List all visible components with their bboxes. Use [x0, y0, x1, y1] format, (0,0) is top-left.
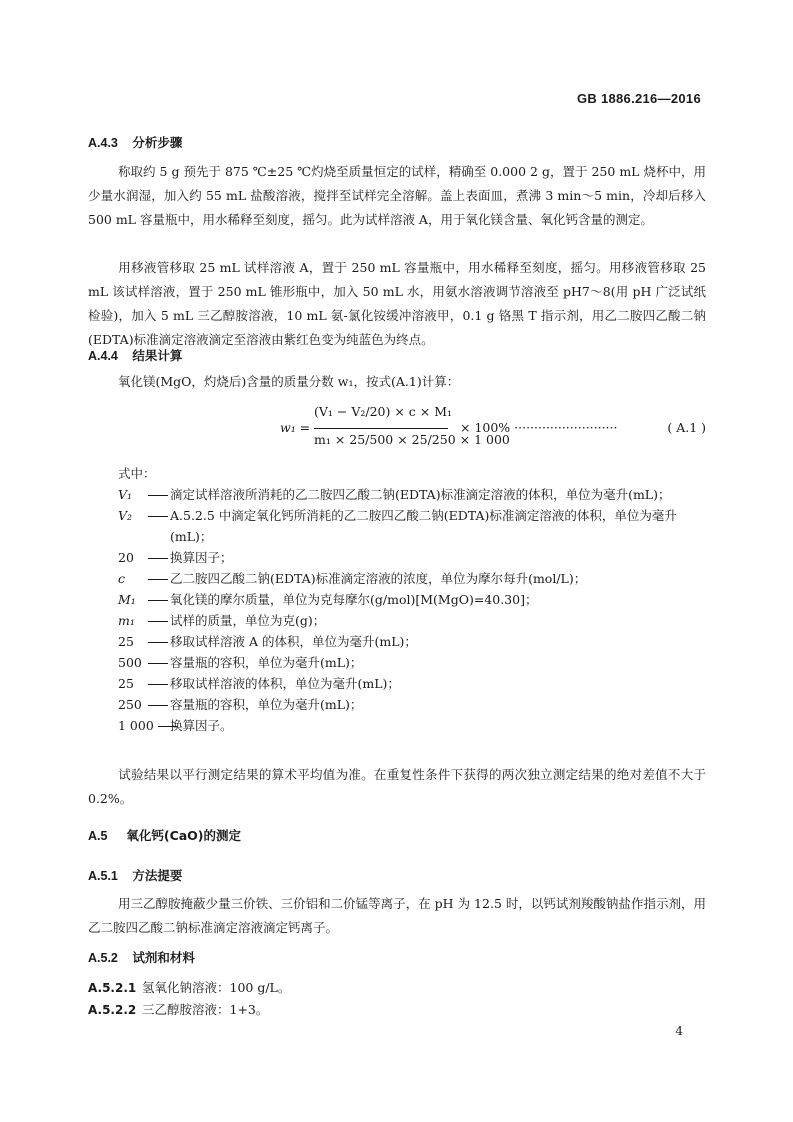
reagent-item: [88, 976, 706, 1000]
section-number: A.4.3: [88, 136, 118, 150]
section-title: 氧化钙(CaO)的测定: [126, 828, 242, 843]
definition-symbol: 1 000: [118, 718, 154, 733]
item-text: 三乙醇胺溶液：1+3。: [142, 1002, 269, 1017]
definition-row: [118, 589, 708, 610]
section-heading-a5: [88, 826, 241, 844]
section-heading-a51: [88, 866, 182, 884]
item-number: A.5.2.1: [88, 981, 137, 995]
definition-text: 滴定试样溶液所消耗的乙二胺四乙酸二钠(EDTA)标准滴定溶液的体积，单位为毫升(mL)；: [170, 487, 671, 502]
definition-text: 试样的质量，单位为克(g)；: [170, 613, 326, 628]
definition-symbol: 25: [118, 634, 134, 649]
definition-row: [118, 694, 708, 715]
em-dash: [148, 610, 170, 631]
definition-symbol: V₂: [118, 508, 133, 523]
formula-a1: [280, 398, 706, 460]
definition-symbol: 500: [118, 655, 142, 670]
section-title: 结果计算: [132, 348, 183, 363]
definition-symbol: V₁: [118, 487, 133, 502]
standard-number: GB 1886.216—2016: [576, 91, 701, 106]
formula-label: ( A.1 ): [667, 420, 706, 435]
definition-row: [118, 652, 708, 673]
em-dash: [148, 547, 170, 568]
definition-text: 氧化镁的摩尔质量，单位为克每摩尔(g/mol)[M(MgO)=40.30]；: [170, 592, 538, 607]
definition-text: 容量瓶的容积，单位为毫升(mL)；: [170, 655, 363, 670]
definition-row: [118, 547, 708, 568]
formula-numerator: (V₁ − V₂/20) × c × M₁: [314, 404, 453, 419]
definition-text: 移取试样溶液 A 的体积，单位为毫升(mL)；: [170, 634, 417, 649]
definition-text: 乙二胺四乙酸二钠(EDTA)标准滴定溶液的浓度，单位为摩尔每升(mol/L)；: [170, 571, 587, 586]
definition-text: 换算因子。: [170, 718, 233, 733]
formula-denominator: m₁ × 25/500 × 25/250 × 1 000: [314, 432, 510, 447]
section-number: A.5.2: [88, 951, 118, 965]
paragraph-formula-intro: [88, 370, 706, 394]
em-dash: [148, 568, 170, 589]
definition-row: [118, 505, 708, 547]
definition-row: [118, 715, 708, 736]
section-heading-a43: [88, 133, 182, 151]
section-number: A.4.4: [88, 349, 118, 363]
item-number: A.5.2.2: [88, 1003, 137, 1017]
em-dash: [148, 694, 170, 715]
definition-symbol: c: [118, 571, 126, 586]
section-title: 分析步骤: [132, 135, 183, 150]
definition-row: [118, 610, 708, 631]
where-label: 式中：: [118, 466, 156, 481]
fraction-bar: [314, 428, 448, 429]
em-dash: [148, 652, 170, 673]
section-number: A.5: [88, 829, 108, 843]
section-title: 试剂和材料: [132, 950, 195, 965]
definition-text: 移取试样溶液的体积，单位为毫升(mL)；: [170, 676, 400, 691]
paragraph-text: 称取约 5 g 预先于 875 ℃±25 ℃灼烧至质量恒定的试样，精确至 0.000 2 g，置于 250 mL 烧杯中，用少量水润湿，加入约 55 mL 盐酸溶液，搅拌至试样完全溶解。盖上表面皿，煮沸 3 min～5 min，冷却后移入 500 mL 容量瓶中，用水稀释至刻度，摇匀。此为试样溶液 A，用于氧化镁含量、氧化钙含量的测定。: [88, 164, 706, 227]
definition-text: 换算因子；: [170, 550, 233, 565]
section-heading-a52: [88, 948, 195, 966]
definition-symbol: 25: [118, 676, 134, 691]
em-dash: [148, 505, 170, 547]
em-dash: [148, 484, 170, 505]
paragraph-sample-prep: [88, 160, 706, 232]
formula-multiplier: × 100% ··························: [460, 420, 618, 435]
definition-text: 容量瓶的容积，单位为毫升(mL)；: [170, 697, 363, 712]
reagent-item: [88, 998, 706, 1022]
section-heading-a44: [88, 346, 182, 364]
definition-symbol: m₁: [118, 613, 135, 628]
symbol-definitions: [118, 484, 708, 736]
definition-symbol: M₁: [118, 592, 136, 607]
paragraph-text: 用移液管移取 25 mL 试样溶液 A，置于 250 mL 容量瓶中，用水稀释至刻度，摇匀。用移液管移取 25 mL 该试样溶液，置于 250 mL 锥形瓶中，加入 50 mL 水，用氨水溶液调节溶液至 pH7～8(用 pH 广泛试纸检验)，加入 5 mL 三乙醇胺溶液，10 mL 氨-氯化铵缓冲溶液甲，0.1 g 铬黑 T 指示剂，用乙二胺四乙酸二钠(EDTA)标准滴定溶液滴定至溶液由紫红色变为纯蓝色为终点。: [88, 260, 706, 347]
paragraph-text: 氧化镁(MgO，灼烧后)含量的质量分数 w₁，按式(A.1)计算：: [118, 374, 460, 389]
definition-symbol: 250: [118, 697, 142, 712]
page-number: 4: [675, 1024, 683, 1038]
formula-lhs: w₁ =: [280, 420, 311, 435]
paragraph-method-summary: [88, 892, 706, 940]
em-dash: [158, 715, 170, 736]
paragraph-text: 用三乙醇胺掩蔽少量三价铁、三价铝和二价锰等离子，在 pH 为 12.5 时，以钙试剂羧酸钠盐作指示剂，用乙二胺四乙酸二钠标准滴定溶液滴定钙离子。: [88, 896, 706, 935]
em-dash: [148, 673, 170, 694]
paragraph-result-precision: [88, 763, 706, 811]
definition-row: [118, 484, 708, 505]
item-text: 氢氧化钠溶液：100 g/L。: [142, 980, 291, 995]
paragraph-titration: [88, 256, 706, 352]
em-dash: [148, 589, 170, 610]
definition-symbol: 20: [118, 550, 134, 565]
section-title: 方法提要: [132, 868, 183, 883]
definition-text: A.5.2.5 中滴定氧化钙所消耗的乙二胺四乙酸二钠(EDTA)标准滴定溶液的体积，单位为毫升(mL)；: [170, 508, 677, 544]
em-dash: [148, 631, 170, 652]
definition-row: [118, 568, 708, 589]
section-number: A.5.1: [88, 869, 118, 883]
paragraph-text: 试验结果以平行测定结果的算术平均值为准。在重复性条件下获得的两次独立测定结果的绝对差值不大于 0.2%。: [88, 767, 706, 806]
definition-row: [118, 673, 708, 694]
definition-row: [118, 631, 708, 652]
